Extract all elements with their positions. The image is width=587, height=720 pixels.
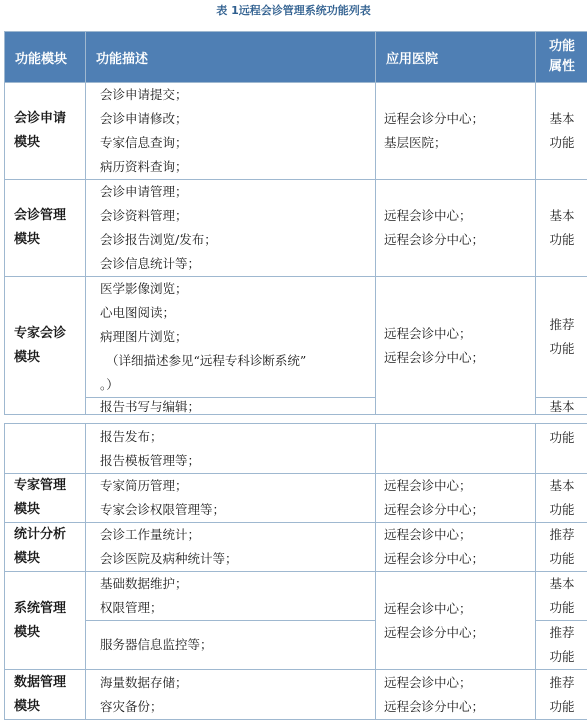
header-description: 功能描述 bbox=[86, 32, 376, 83]
header-hospital: 应用医院 bbox=[376, 32, 536, 83]
description-cell: 会诊申请提交； 会诊申请修改； 专家信息查询； 病历资料查询； bbox=[86, 83, 376, 180]
attribute-cell: 基本 bbox=[536, 398, 587, 415]
table-row bbox=[5, 424, 587, 474]
table-row bbox=[5, 277, 587, 398]
attribute-cell: 推荐 功能 bbox=[536, 621, 587, 670]
description-cell: 会诊申请管理； 会诊资料管理； 会诊报告浏览/发布； 会诊信息统计等； bbox=[86, 180, 376, 277]
module-cell bbox=[5, 424, 86, 474]
hospital-cell bbox=[376, 424, 536, 474]
hospital-cell: 远程会诊中心； 远程会诊分中心； bbox=[376, 277, 536, 415]
module-cell: 专家会诊 模块 bbox=[5, 277, 86, 415]
function-table-part1 bbox=[4, 31, 587, 415]
attribute-cell: 基本 功能 bbox=[536, 83, 587, 180]
description-cell: 报告书写与编辑； bbox=[86, 398, 376, 415]
attribute-cell: 推荐 功能 bbox=[536, 277, 587, 398]
table-header-row bbox=[5, 32, 587, 83]
module-cell: 系统管理 模块 bbox=[5, 572, 86, 670]
hospital-cell: 远程会诊分中心； 基层医院； bbox=[376, 83, 536, 180]
attribute-cell: 基本 功能 bbox=[536, 180, 587, 277]
attribute-cell: 功能 bbox=[536, 424, 587, 474]
table-row bbox=[5, 670, 587, 720]
hospital-cell: 远程会诊中心； 远程会诊分中心； bbox=[376, 670, 536, 720]
module-cell: 数据管理 模块 bbox=[5, 670, 86, 720]
module-cell: 会诊管理 模块 bbox=[5, 180, 86, 277]
module-cell: 会诊申请 模块 bbox=[5, 83, 86, 180]
description-cell: 医学影像浏览； 心电图阅读； 病理图片浏览； （详细描述参见“远程专科诊断系统” 。） bbox=[86, 277, 376, 398]
hospital-cell: 远程会诊中心； 远程会诊分中心； bbox=[376, 180, 536, 277]
table-row bbox=[5, 474, 587, 523]
attribute-cell: 基本 功能 bbox=[536, 572, 587, 621]
header-module: 功能模块 bbox=[5, 32, 86, 83]
hospital-cell: 远程会诊中心； 远程会诊分中心； bbox=[376, 474, 536, 523]
header-attribute-line1: 功能 bbox=[548, 39, 575, 54]
hospital-cell: 远程会诊中心； 远程会诊分中心； bbox=[376, 572, 536, 670]
attribute-cell: 推荐 功能 bbox=[536, 523, 587, 572]
header-attribute bbox=[536, 32, 587, 83]
function-table-part2 bbox=[4, 423, 587, 720]
table-row bbox=[5, 572, 587, 621]
table-row bbox=[5, 83, 587, 180]
description-cell: 报告发布； 报告模板管理等； bbox=[86, 424, 376, 474]
attribute-cell: 推荐 功能 bbox=[536, 670, 587, 720]
table-row bbox=[5, 523, 587, 572]
header-attribute-line2: 属性 bbox=[548, 59, 575, 74]
module-cell: 统计分析 模块 bbox=[5, 523, 86, 572]
module-cell: 专家管理 模块 bbox=[5, 474, 86, 523]
description-cell: 会诊工作量统计； 会诊医院及病种统计等； bbox=[86, 523, 376, 572]
table-row bbox=[5, 180, 587, 277]
description-cell: 海量数据存储； 容灾备份； bbox=[86, 670, 376, 720]
description-cell: 基础数据维护； 权限管理； bbox=[86, 572, 376, 621]
table-caption: 表 1远程会诊管理系统功能列表 bbox=[216, 4, 371, 17]
attribute-cell: 基本 功能 bbox=[536, 474, 587, 523]
hospital-cell: 远程会诊中心； 远程会诊分中心； bbox=[376, 523, 536, 572]
description-cell: 专家简历管理； 专家会诊权限管理等； bbox=[86, 474, 376, 523]
description-cell: 服务器信息监控等； bbox=[86, 621, 376, 670]
